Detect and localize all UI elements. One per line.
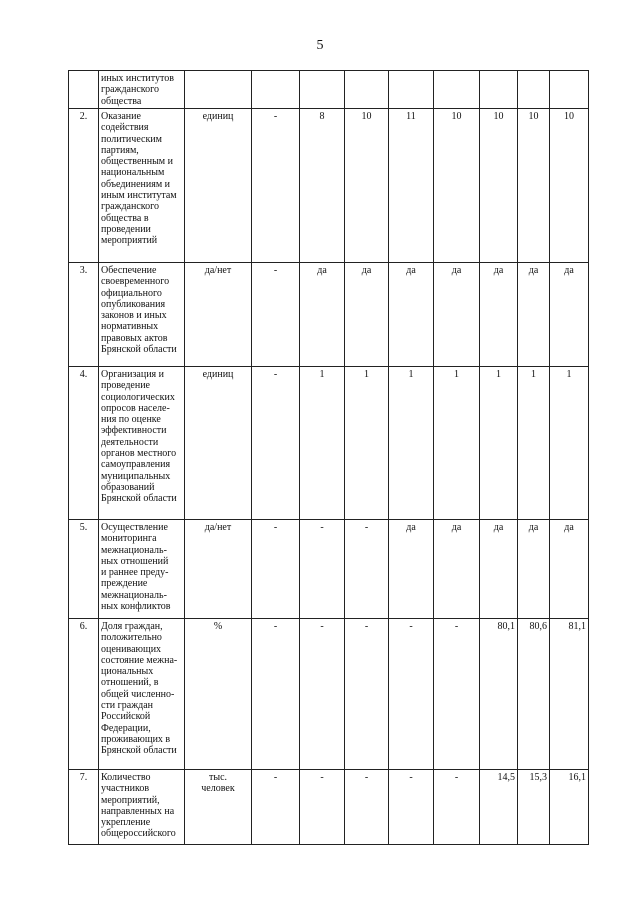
- value-cell: 1: [345, 367, 389, 520]
- value-cell: да: [434, 520, 480, 619]
- indicator-name-line: общества: [101, 95, 142, 107]
- indicator-name-line: и раннее преду-: [101, 567, 169, 579]
- page-number: 5: [316, 38, 324, 53]
- value-cell: [389, 71, 434, 109]
- value-cell: -: [300, 619, 345, 770]
- value-cell: да: [480, 520, 518, 619]
- indicator-name-line: гражданского: [101, 201, 159, 213]
- indicator-name-line: содействия: [101, 122, 149, 134]
- table-row: [69, 109, 589, 263]
- value-cell: да: [389, 263, 434, 367]
- indicator-name-line: направленных на: [101, 805, 175, 817]
- table-row: [69, 367, 589, 520]
- unit-line: %: [213, 621, 223, 632]
- value-cell: -: [389, 770, 434, 845]
- value-cell: -: [434, 770, 480, 845]
- value-cell: да: [434, 263, 480, 367]
- indicator-name-line: общей численно-: [101, 688, 175, 700]
- indicator-name: [99, 263, 185, 367]
- indicator-name-line: самоуправления: [101, 459, 171, 471]
- indicator-name-line: межнациональ-: [101, 544, 167, 556]
- unit-of-measure: [185, 520, 252, 619]
- indicator-name-line: нормативных: [101, 321, 159, 333]
- value-cell: [252, 71, 300, 109]
- value-cell: 14,5: [480, 770, 518, 845]
- table-row: [69, 619, 589, 770]
- indicator-name-line: проведении: [101, 223, 151, 235]
- value-cell: да: [518, 263, 550, 367]
- indicator-name-line: Организация и: [101, 369, 165, 380]
- indicator-name-line: гражданского: [101, 84, 159, 96]
- value-cell: -: [252, 367, 300, 520]
- row-number: 4.: [69, 367, 99, 520]
- indicator-name-line: объединениям и: [101, 178, 171, 190]
- indicator-name-line: ных конфликтов: [101, 601, 171, 613]
- indicator-name-line: укрепление: [101, 817, 151, 829]
- value-cell: -: [252, 263, 300, 367]
- indicators-table: [68, 70, 589, 845]
- indicator-name-line: партиям,: [101, 144, 139, 156]
- unit-line: единиц: [202, 369, 234, 380]
- table-row: [69, 520, 589, 619]
- indicator-name-line: циональных: [101, 666, 154, 678]
- indicator-name-line: оценивающих: [101, 643, 162, 655]
- indicator-name-line: политическим: [101, 133, 162, 145]
- indicator-name-line: эффективности: [101, 425, 167, 437]
- value-cell: 81,1: [550, 619, 589, 770]
- indicator-name: [99, 109, 185, 263]
- value-cell: [550, 71, 589, 109]
- unit-of-measure: [185, 71, 252, 109]
- value-cell: 15,3: [518, 770, 550, 845]
- indicator-name: [99, 619, 185, 770]
- indicator-name-line: отношений, в: [101, 677, 159, 689]
- value-cell: [345, 71, 389, 109]
- unit-of-measure: [185, 367, 252, 520]
- indicator-name-line: Брянской области: [101, 344, 177, 356]
- table-row: [69, 770, 589, 845]
- value-cell: -: [389, 619, 434, 770]
- row-number: 6.: [69, 619, 99, 770]
- value-cell: да: [550, 520, 589, 619]
- value-cell: 80,6: [518, 619, 550, 770]
- value-cell: -: [300, 520, 345, 619]
- value-cell: -: [434, 619, 480, 770]
- unit-of-measure: [185, 263, 252, 367]
- indicator-name-line: общественным и: [101, 156, 173, 168]
- indicator-name-line: мероприятий: [101, 235, 158, 247]
- row-number: 2.: [69, 109, 99, 263]
- indicator-name-line: опубликования: [101, 298, 166, 310]
- value-cell: 10: [550, 109, 589, 263]
- value-cell: да: [389, 520, 434, 619]
- indicator-name-line: общества в: [101, 212, 149, 224]
- unit-line: единиц: [202, 111, 234, 122]
- indicator-name-line: Брянской области: [101, 745, 177, 757]
- indicator-name-line: Обеспечение: [101, 265, 157, 276]
- indicator-name-line: национальным: [101, 167, 165, 179]
- indicator-name: [99, 770, 185, 845]
- value-cell: [480, 71, 518, 109]
- unit-line: тыс.: [208, 772, 228, 783]
- value-cell: 10: [518, 109, 550, 263]
- value-cell: 16,1: [550, 770, 589, 845]
- value-cell: 1: [389, 367, 434, 520]
- indicator-name-line: иным институтам: [101, 190, 177, 202]
- indicator-name-line: Федерации,: [101, 722, 151, 734]
- indicator-name-line: органов местного: [101, 448, 177, 460]
- value-cell: -: [252, 520, 300, 619]
- value-cell: да: [550, 263, 589, 367]
- indicator-name-line: проведение: [101, 380, 150, 392]
- indicator-name-line: правовых актов: [101, 332, 168, 344]
- value-cell: да: [345, 263, 389, 367]
- value-cell: -: [252, 109, 300, 263]
- indicator-name-line: ных отношений: [101, 555, 169, 567]
- value-cell: -: [345, 619, 389, 770]
- row-number: [69, 71, 99, 109]
- indicator-name-line: социологических: [101, 391, 175, 403]
- table-row: [69, 263, 589, 367]
- unit-line: да/нет: [204, 265, 232, 276]
- value-cell: 1: [480, 367, 518, 520]
- value-cell: [300, 71, 345, 109]
- indicator-name-line: мониторинга: [101, 533, 157, 545]
- value-cell: 1: [518, 367, 550, 520]
- value-cell: -: [252, 619, 300, 770]
- value-cell: 1: [550, 367, 589, 520]
- value-cell: 1: [300, 367, 345, 520]
- indicator-name-line: положительно: [101, 632, 162, 644]
- indicator-name-line: законов и иных: [101, 310, 167, 322]
- indicator-name: [99, 71, 185, 109]
- indicator-name-line: Осуществление: [101, 522, 168, 533]
- unit-line: человек: [201, 783, 235, 795]
- indicator-name-line: Доля граждан,: [101, 621, 163, 632]
- value-cell: да: [300, 263, 345, 367]
- indicator-name-line: муниципальных: [101, 470, 171, 482]
- indicator-name-line: образований: [101, 481, 155, 493]
- unit-of-measure: [185, 770, 252, 845]
- value-cell: 11: [389, 109, 434, 263]
- value-cell: -: [252, 770, 300, 845]
- value-cell: 80,1: [480, 619, 518, 770]
- unit-of-measure: [185, 109, 252, 263]
- value-cell: 8: [300, 109, 345, 263]
- value-cell: -: [345, 770, 389, 845]
- indicator-name: [99, 367, 185, 520]
- indicator-name-line: Количество: [101, 772, 151, 783]
- indicator-name-line: сти граждан: [101, 700, 153, 712]
- value-cell: -: [300, 770, 345, 845]
- value-cell: 10: [345, 109, 389, 263]
- unit-of-measure: [185, 619, 252, 770]
- indicator-name-line: официального: [101, 287, 162, 299]
- row-number: 7.: [69, 770, 99, 845]
- indicator-name-line: общероссийского: [101, 828, 176, 840]
- table-row: [69, 71, 589, 109]
- value-cell: [518, 71, 550, 109]
- indicator-name-line: проживающих в: [101, 733, 171, 745]
- indicator-name-line: участников: [101, 783, 150, 795]
- value-cell: 10: [480, 109, 518, 263]
- indicator-name-line: Брянской области: [101, 493, 177, 505]
- indicator-name-line: преждение: [101, 578, 148, 590]
- value-cell: -: [345, 520, 389, 619]
- value-cell: [434, 71, 480, 109]
- value-cell: 10: [434, 109, 480, 263]
- row-number: 5.: [69, 520, 99, 619]
- indicator-name-line: деятельности: [101, 436, 159, 448]
- indicator-name-line: мероприятий,: [101, 794, 160, 806]
- row-number: 3.: [69, 263, 99, 367]
- value-cell: да: [518, 520, 550, 619]
- indicator-name-line: межнациональ-: [101, 589, 167, 601]
- table-body: [69, 71, 589, 845]
- value-cell: 1: [434, 367, 480, 520]
- indicator-name-line: состояние межна-: [101, 654, 178, 666]
- unit-line: да/нет: [204, 522, 232, 533]
- indicator-name-line: Оказание: [101, 111, 141, 122]
- indicator-name-line: своевременного: [101, 276, 170, 288]
- indicator-name-line: Российской: [101, 711, 151, 723]
- indicator-name-line: ния по оценке: [101, 414, 161, 426]
- value-cell: да: [480, 263, 518, 367]
- indicator-name-line: иных институтов: [101, 73, 174, 84]
- indicator-name-line: опросов населе-: [101, 402, 170, 414]
- indicator-name: [99, 520, 185, 619]
